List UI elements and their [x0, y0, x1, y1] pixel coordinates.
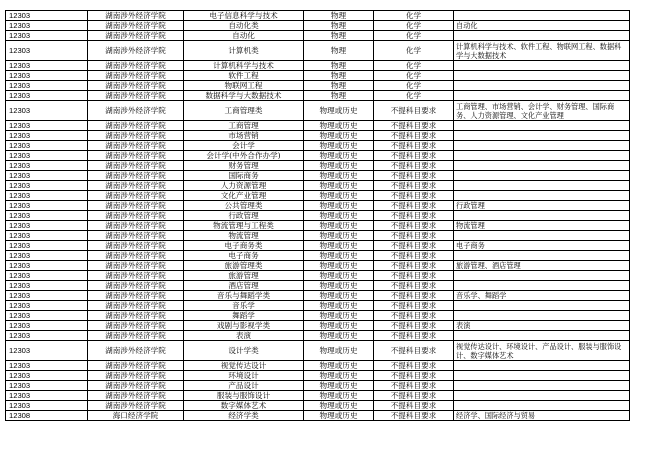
table-row: [6, 41, 630, 61]
included-majors-cell: [454, 61, 630, 71]
major-cell: 公共管理类: [184, 201, 304, 211]
school-code-cell: 12303: [6, 211, 88, 221]
table-row: [6, 401, 630, 411]
secondary-subject-cell: 不提科目要求: [374, 301, 454, 311]
included-majors-cell: [454, 361, 630, 371]
primary-subject-cell: 物理或历史: [304, 321, 374, 331]
table-row: [6, 381, 630, 391]
school-name-cell: 湖南涉外经济学院: [88, 141, 184, 151]
major-cell: 会计学: [184, 141, 304, 151]
major-cell: 国际商务: [184, 171, 304, 181]
primary-subject-cell: 物理或历史: [304, 221, 374, 231]
primary-subject-cell: 物理或历史: [304, 341, 374, 361]
secondary-subject-cell: 不提科目要求: [374, 371, 454, 381]
secondary-subject-cell: 不提科目要求: [374, 181, 454, 191]
primary-subject-cell: 物理或历史: [304, 241, 374, 251]
school-code-cell: 12303: [6, 91, 88, 101]
primary-subject-cell: 物理或历史: [304, 391, 374, 401]
included-majors-cell: [454, 31, 630, 41]
school-name-cell: 湖南涉外经济学院: [88, 281, 184, 291]
school-name-cell: 湖南涉外经济学院: [88, 161, 184, 171]
school-code-cell: 12303: [6, 371, 88, 381]
major-cell: 自动化类: [184, 21, 304, 31]
included-majors-cell: [454, 251, 630, 261]
included-majors-cell: [454, 371, 630, 381]
school-code-cell: 12303: [6, 331, 88, 341]
table-row: [6, 261, 630, 271]
primary-subject-cell: 物理或历史: [304, 331, 374, 341]
included-majors-cell: 自动化: [454, 21, 630, 31]
school-code-cell: 12303: [6, 261, 88, 271]
major-cell: 环境设计: [184, 371, 304, 381]
primary-subject-cell: 物理或历史: [304, 211, 374, 221]
school-code-cell: 12303: [6, 341, 88, 361]
included-majors-cell: [454, 131, 630, 141]
major-cell: 工商管理类: [184, 101, 304, 121]
secondary-subject-cell: 不提科目要求: [374, 341, 454, 361]
school-name-cell: 湖南涉外经济学院: [88, 401, 184, 411]
school-code-cell: 12303: [6, 61, 88, 71]
secondary-subject-cell: 化学: [374, 31, 454, 41]
school-code-cell: 12303: [6, 281, 88, 291]
school-name-cell: 湖南涉外经济学院: [88, 241, 184, 251]
table-row: [6, 101, 630, 121]
school-code-cell: 12303: [6, 381, 88, 391]
table-row: [6, 151, 630, 161]
school-name-cell: 湖南涉外经济学院: [88, 71, 184, 81]
included-majors-cell: [454, 11, 630, 21]
school-code-cell: 12303: [6, 301, 88, 311]
secondary-subject-cell: 不提科目要求: [374, 141, 454, 151]
major-cell: 旅游管理类: [184, 261, 304, 271]
table-row: [6, 291, 630, 301]
included-majors-cell: [454, 311, 630, 321]
included-majors-cell: [454, 191, 630, 201]
school-code-cell: 12303: [6, 141, 88, 151]
primary-subject-cell: 物理或历史: [304, 201, 374, 211]
table-row: [6, 81, 630, 91]
included-majors-cell: 电子商务: [454, 241, 630, 251]
school-name-cell: 湖南涉外经济学院: [88, 341, 184, 361]
secondary-subject-cell: 不提科目要求: [374, 191, 454, 201]
primary-subject-cell: 物理: [304, 21, 374, 31]
table-row: [6, 91, 630, 101]
school-name-cell: 湖南涉外经济学院: [88, 171, 184, 181]
secondary-subject-cell: 不提科目要求: [374, 291, 454, 301]
major-cell: 数据科学与大数据技术: [184, 91, 304, 101]
major-cell: 计算机类: [184, 41, 304, 61]
school-name-cell: 湖南涉外经济学院: [88, 231, 184, 241]
table-row: [6, 281, 630, 291]
school-code-cell: 12303: [6, 321, 88, 331]
major-cell: 人力资源管理: [184, 181, 304, 191]
school-code-cell: 12303: [6, 11, 88, 21]
major-cell: 行政管理: [184, 211, 304, 221]
secondary-subject-cell: 不提科目要求: [374, 271, 454, 281]
included-majors-cell: 计算机科学与技术、软件工程、物联网工程、数据科学与大数据技术: [454, 41, 630, 61]
school-name-cell: 湖南涉外经济学院: [88, 21, 184, 31]
school-code-cell: 12303: [6, 101, 88, 121]
included-majors-cell: 表演: [454, 321, 630, 331]
primary-subject-cell: 物理或历史: [304, 411, 374, 421]
primary-subject-cell: 物理或历史: [304, 291, 374, 301]
table-row: [6, 181, 630, 191]
major-cell: 工商管理: [184, 121, 304, 131]
secondary-subject-cell: 化学: [374, 61, 454, 71]
secondary-subject-cell: 不提科目要求: [374, 391, 454, 401]
secondary-subject-cell: 化学: [374, 11, 454, 21]
major-cell: 服装与服饰设计: [184, 391, 304, 401]
table-row: [6, 221, 630, 231]
school-name-cell: 湖南涉外经济学院: [88, 291, 184, 301]
school-name-cell: 湖南涉外经济学院: [88, 251, 184, 261]
secondary-subject-cell: 不提科目要求: [374, 101, 454, 121]
table-row: [6, 191, 630, 201]
included-majors-cell: [454, 271, 630, 281]
major-cell: 物联网工程: [184, 81, 304, 91]
school-code-cell: 12303: [6, 361, 88, 371]
school-name-cell: 湖南涉外经济学院: [88, 181, 184, 191]
school-code-cell: 12303: [6, 171, 88, 181]
school-code-cell: 12303: [6, 291, 88, 301]
included-majors-cell: [454, 231, 630, 241]
major-cell: 财务管理: [184, 161, 304, 171]
school-name-cell: 湖南涉外经济学院: [88, 91, 184, 101]
secondary-subject-cell: 不提科目要求: [374, 231, 454, 241]
major-cell: 会计学(中外合作办学): [184, 151, 304, 161]
school-code-cell: 12303: [6, 241, 88, 251]
secondary-subject-cell: 不提科目要求: [374, 281, 454, 291]
major-cell: 旅游管理: [184, 271, 304, 281]
included-majors-cell: [454, 81, 630, 91]
school-name-cell: 湖南涉外经济学院: [88, 321, 184, 331]
school-name-cell: 湖南涉外经济学院: [88, 151, 184, 161]
primary-subject-cell: 物理或历史: [304, 131, 374, 141]
primary-subject-cell: 物理或历史: [304, 371, 374, 381]
school-code-cell: 12303: [6, 21, 88, 31]
primary-subject-cell: 物理或历史: [304, 191, 374, 201]
major-cell: 电子信息科学与技术: [184, 11, 304, 21]
major-cell: 音乐学: [184, 301, 304, 311]
major-cell: 数字媒体艺术: [184, 401, 304, 411]
primary-subject-cell: 物理或历史: [304, 251, 374, 261]
school-name-cell: 湖南涉外经济学院: [88, 131, 184, 141]
table-row: [6, 271, 630, 281]
primary-subject-cell: 物理或历史: [304, 381, 374, 391]
included-majors-cell: [454, 91, 630, 101]
primary-subject-cell: 物理或历史: [304, 141, 374, 151]
secondary-subject-cell: 不提科目要求: [374, 161, 454, 171]
primary-subject-cell: 物理: [304, 31, 374, 41]
admission-requirements-table: [5, 10, 630, 421]
secondary-subject-cell: 不提科目要求: [374, 201, 454, 211]
primary-subject-cell: 物理: [304, 11, 374, 21]
included-majors-cell: [454, 121, 630, 131]
secondary-subject-cell: 不提科目要求: [374, 211, 454, 221]
school-name-cell: 湖南涉外经济学院: [88, 371, 184, 381]
included-majors-cell: [454, 161, 630, 171]
table-row: [6, 161, 630, 171]
table-row: [6, 371, 630, 381]
primary-subject-cell: 物理或历史: [304, 151, 374, 161]
primary-subject-cell: 物理或历史: [304, 121, 374, 131]
secondary-subject-cell: 不提科目要求: [374, 331, 454, 341]
table-row: [6, 171, 630, 181]
secondary-subject-cell: 不提科目要求: [374, 321, 454, 331]
included-majors-cell: 音乐学、舞蹈学: [454, 291, 630, 301]
primary-subject-cell: 物理或历史: [304, 271, 374, 281]
school-name-cell: 湖南涉外经济学院: [88, 11, 184, 21]
table-row: [6, 321, 630, 331]
table-row: [6, 311, 630, 321]
major-cell: 音乐与舞蹈学类: [184, 291, 304, 301]
table-row: [6, 11, 630, 21]
school-code-cell: 12303: [6, 191, 88, 201]
school-code-cell: 12303: [6, 151, 88, 161]
school-name-cell: 湖南涉外经济学院: [88, 381, 184, 391]
included-majors-cell: [454, 211, 630, 221]
school-name-cell: 湖南涉外经济学院: [88, 101, 184, 121]
primary-subject-cell: 物理: [304, 61, 374, 71]
table-row: [6, 231, 630, 241]
primary-subject-cell: 物理或历史: [304, 311, 374, 321]
major-cell: 设计学类: [184, 341, 304, 361]
school-name-cell: 湖南涉外经济学院: [88, 311, 184, 321]
included-majors-cell: [454, 401, 630, 411]
included-majors-cell: 视觉传达设计、环境设计、产品设计、服装与服饰设计、数字媒体艺术: [454, 341, 630, 361]
secondary-subject-cell: 不提科目要求: [374, 131, 454, 141]
major-cell: 软件工程: [184, 71, 304, 81]
spreadsheet: [5, 10, 630, 421]
primary-subject-cell: 物理或历史: [304, 231, 374, 241]
school-name-cell: 湖南涉外经济学院: [88, 361, 184, 371]
table-row: [6, 141, 630, 151]
primary-subject-cell: 物理或历史: [304, 401, 374, 411]
school-code-cell: 12303: [6, 71, 88, 81]
major-cell: 表演: [184, 331, 304, 341]
included-majors-cell: [454, 381, 630, 391]
table-row: [6, 301, 630, 311]
primary-subject-cell: 物理或历史: [304, 281, 374, 291]
school-code-cell: 12303: [6, 81, 88, 91]
school-code-cell: 12303: [6, 121, 88, 131]
included-majors-cell: 物流管理: [454, 221, 630, 231]
school-name-cell: 湖南涉外经济学院: [88, 331, 184, 341]
primary-subject-cell: 物理或历史: [304, 301, 374, 311]
school-code-cell: 12303: [6, 311, 88, 321]
school-name-cell: 海口经济学院: [88, 411, 184, 421]
secondary-subject-cell: 不提科目要求: [374, 171, 454, 181]
major-cell: 电子商务类: [184, 241, 304, 251]
table-row: [6, 201, 630, 211]
school-code-cell: 12303: [6, 401, 88, 411]
major-cell: 市场营销: [184, 131, 304, 141]
major-cell: 文化产业管理: [184, 191, 304, 201]
table-row: [6, 361, 630, 371]
school-code-cell: 12303: [6, 221, 88, 231]
school-code-cell: 12303: [6, 31, 88, 41]
primary-subject-cell: 物理或历史: [304, 181, 374, 191]
school-name-cell: 湖南涉外经济学院: [88, 121, 184, 131]
school-name-cell: 湖南涉外经济学院: [88, 41, 184, 61]
primary-subject-cell: 物理: [304, 81, 374, 91]
secondary-subject-cell: 不提科目要求: [374, 221, 454, 231]
included-majors-cell: [454, 171, 630, 181]
secondary-subject-cell: 化学: [374, 81, 454, 91]
table-row: [6, 71, 630, 81]
table-row: [6, 391, 630, 401]
table-row: [6, 121, 630, 131]
major-cell: 物流管理: [184, 231, 304, 241]
secondary-subject-cell: 化学: [374, 21, 454, 31]
included-majors-cell: [454, 181, 630, 191]
included-majors-cell: 经济学、国际经济与贸易: [454, 411, 630, 421]
included-majors-cell: 工商管理、市场营销、会计学、财务管理、国际商务、人力资源管理、文化产业管理: [454, 101, 630, 121]
primary-subject-cell: 物理: [304, 71, 374, 81]
school-code-cell: 12303: [6, 271, 88, 281]
school-name-cell: 湖南涉外经济学院: [88, 221, 184, 231]
primary-subject-cell: 物理: [304, 41, 374, 61]
included-majors-cell: [454, 281, 630, 291]
school-name-cell: 湖南涉外经济学院: [88, 301, 184, 311]
school-code-cell: 12303: [6, 131, 88, 141]
school-name-cell: 湖南涉外经济学院: [88, 261, 184, 271]
school-name-cell: 湖南涉外经济学院: [88, 211, 184, 221]
major-cell: 自动化: [184, 31, 304, 41]
school-name-cell: 湖南涉外经济学院: [88, 391, 184, 401]
secondary-subject-cell: 化学: [374, 71, 454, 81]
major-cell: 戏剧与影视学类: [184, 321, 304, 331]
major-cell: 舞蹈学: [184, 311, 304, 321]
secondary-subject-cell: 不提科目要求: [374, 241, 454, 251]
primary-subject-cell: 物理: [304, 91, 374, 101]
secondary-subject-cell: 不提科目要求: [374, 251, 454, 261]
included-majors-cell: 旅游管理、酒店管理: [454, 261, 630, 271]
table-row: [6, 21, 630, 31]
secondary-subject-cell: 不提科目要求: [374, 121, 454, 131]
school-code-cell: 12303: [6, 391, 88, 401]
major-cell: 计算机科学与技术: [184, 61, 304, 71]
table-row: [6, 331, 630, 341]
school-name-cell: 湖南涉外经济学院: [88, 191, 184, 201]
included-majors-cell: 行政管理: [454, 201, 630, 211]
included-majors-cell: [454, 141, 630, 151]
school-code-cell: 12303: [6, 201, 88, 211]
secondary-subject-cell: 不提科目要求: [374, 381, 454, 391]
major-cell: 经济学类: [184, 411, 304, 421]
major-cell: 酒店管理: [184, 281, 304, 291]
primary-subject-cell: 物理或历史: [304, 161, 374, 171]
major-cell: 产品设计: [184, 381, 304, 391]
table-row: [6, 211, 630, 221]
secondary-subject-cell: 不提科目要求: [374, 261, 454, 271]
included-majors-cell: [454, 301, 630, 311]
table-row: [6, 241, 630, 251]
secondary-subject-cell: 不提科目要求: [374, 401, 454, 411]
included-majors-cell: [454, 331, 630, 341]
school-code-cell: 12303: [6, 161, 88, 171]
school-code-cell: 12303: [6, 41, 88, 61]
school-name-cell: 湖南涉外经济学院: [88, 81, 184, 91]
included-majors-cell: [454, 391, 630, 401]
school-name-cell: 湖南涉外经济学院: [88, 271, 184, 281]
school-code-cell: 12303: [6, 181, 88, 191]
major-cell: 物流管理与工程类: [184, 221, 304, 231]
major-cell: 电子商务: [184, 251, 304, 261]
included-majors-cell: [454, 71, 630, 81]
table-row: [6, 131, 630, 141]
major-cell: 视觉传达设计: [184, 361, 304, 371]
primary-subject-cell: 物理或历史: [304, 261, 374, 271]
table-body: [6, 11, 630, 421]
secondary-subject-cell: 不提科目要求: [374, 361, 454, 371]
secondary-subject-cell: 不提科目要求: [374, 311, 454, 321]
primary-subject-cell: 物理或历史: [304, 101, 374, 121]
table-row: [6, 251, 630, 261]
secondary-subject-cell: 不提科目要求: [374, 411, 454, 421]
secondary-subject-cell: 化学: [374, 91, 454, 101]
school-name-cell: 湖南涉外经济学院: [88, 61, 184, 71]
table-row: [6, 411, 630, 421]
secondary-subject-cell: 不提科目要求: [374, 151, 454, 161]
school-name-cell: 湖南涉外经济学院: [88, 201, 184, 211]
school-name-cell: 湖南涉外经济学院: [88, 31, 184, 41]
table-row: [6, 61, 630, 71]
secondary-subject-cell: 化学: [374, 41, 454, 61]
school-code-cell: 12303: [6, 231, 88, 241]
table-row: [6, 31, 630, 41]
included-majors-cell: [454, 151, 630, 161]
school-code-cell: 12308: [6, 411, 88, 421]
school-code-cell: 12303: [6, 251, 88, 261]
table-row: [6, 341, 630, 361]
primary-subject-cell: 物理或历史: [304, 361, 374, 371]
primary-subject-cell: 物理或历史: [304, 171, 374, 181]
